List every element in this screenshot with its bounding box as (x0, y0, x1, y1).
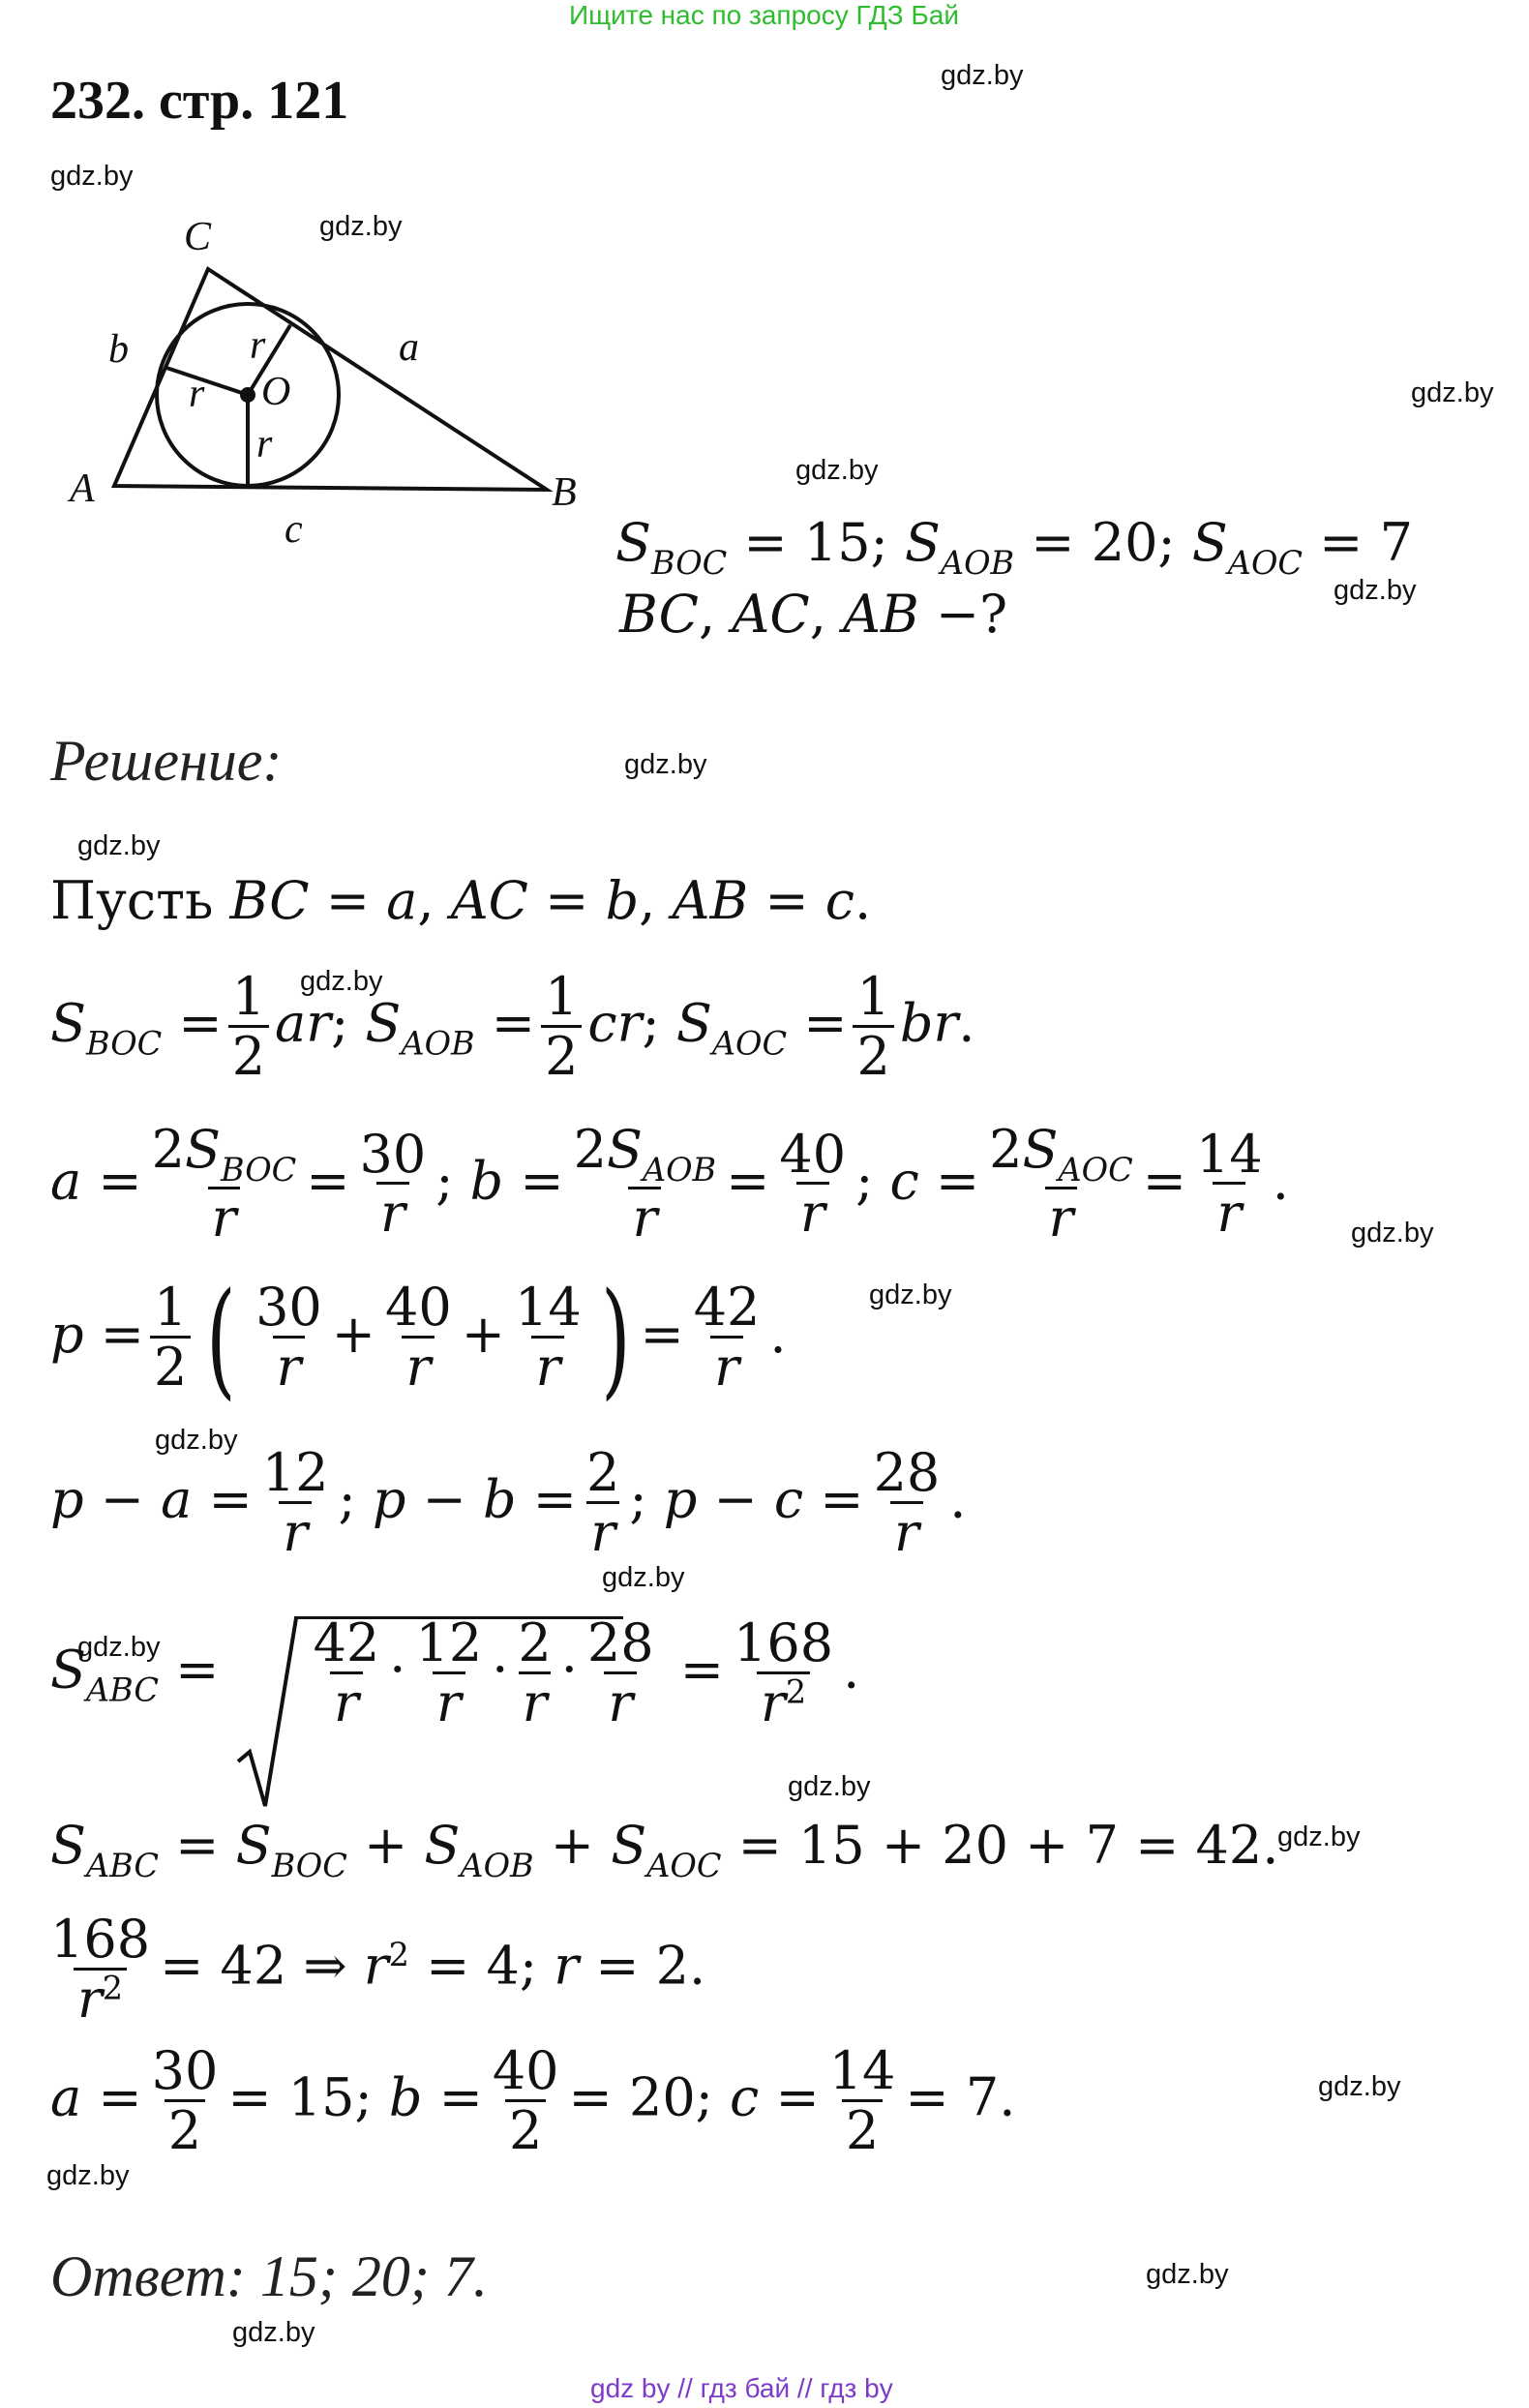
watermark: gdz.by (1146, 2259, 1229, 2290)
step-p-differences: p − a = $\frac{12}{r}$ ; p − b = $\frac{2}{r}$ ; p − c = $\frac{28}{r}$ . (50, 1442, 967, 1563)
radius-label: r (250, 323, 266, 368)
problem-heading: 232. стр. 121 (50, 71, 349, 131)
watermark: gdz.by (319, 211, 403, 242)
watermark: gdz.by (941, 60, 1024, 91)
watermark: gdz.by (232, 2317, 315, 2348)
answer: Ответ: 15; 20; 7. (50, 2244, 488, 2308)
top-banner[interactable]: Ищите нас по запросу ГДЗ Бай (569, 0, 960, 30)
watermark: gdz.by (1277, 1821, 1361, 1852)
watermark: gdz.by (1411, 377, 1494, 408)
side-label-a: a (399, 325, 419, 370)
step-radius: $\frac{168}{r^2}$ = 42 ⇒ $r^2 = 4$; r = 2. (50, 1909, 706, 2030)
watermark: gdz.by (77, 830, 161, 861)
step-area-sum: $S_{ABC} = S_{BOC} + S_{AOB} + S_{AOC} = 15 + 20 + 7 = 42$. (50, 1815, 1279, 1885)
watermark: gdz.by (1334, 575, 1417, 606)
center-point (240, 387, 255, 403)
watermark: gdz.by (300, 966, 383, 997)
step-heron: $S_{ABC}$ = $\frac{42}{r}$ · $\frac{12}{r}$ · $\frac{2}{r}$ · $\frac{28}{r}$ = $\frac{168}{r^2}$ . (50, 1616, 859, 1731)
step-sides: a = $\frac{2S_{BOC}}{r}$ = $\frac{30}{r}$ ; b = $\frac{2S_{AOB}}{r}$ = $\frac{40}{r}$ ; c = $\frac{2S_{AOC}}{r}$ = $\frac{14}{r}$ . (50, 1119, 1289, 1249)
watermark: gdz.by (869, 1279, 952, 1310)
side-label-c: c (285, 507, 303, 552)
radical-sign-icon (236, 1616, 304, 1810)
step-areas: $S_{BOC}$ = $\frac{1}{2}$ ar; $S_{AOB}$ = $\frac{1}{2}$ cr; $S_{AOC}$ = $\frac{1}{2}$ br. (50, 966, 975, 1087)
watermark: gdz.by (602, 1562, 685, 1593)
radius-label: r (189, 372, 205, 416)
step-semiperimeter: p = $\frac{1}{2}$ ( $\frac{30}{r}$ + $\frac{40}{r}$ + $\frac{14}{r}$ ) = $\frac{42}{r}$ . (50, 1265, 787, 1412)
center-label-o: O (261, 370, 291, 414)
watermark: gdz.by (795, 455, 879, 486)
watermark: gdz.by (1351, 1218, 1434, 1249)
watermark: gdz.by (788, 1771, 871, 1802)
radius-line (166, 368, 248, 395)
vertex-label-c: C (184, 215, 212, 259)
square-root: $\frac{42}{r}$ · $\frac{12}{r}$ · $\frac{2}{r}$ · $\frac{28}{r}$ (236, 1616, 664, 1731)
watermark: gdz.by (77, 1632, 161, 1663)
triangle-incircle-diagram (58, 203, 600, 561)
side-label-b: b (108, 327, 129, 372)
given-question: BC, AC, AB −? (619, 584, 1008, 645)
vertex-label-b: B (552, 470, 577, 515)
step-let: Пусть BC = a, AC = b, AB = c. (50, 870, 872, 931)
watermark: gdz.by (155, 1425, 238, 1456)
footer-links[interactable]: gdz by // гдз бай // гдз by (590, 2373, 893, 2403)
watermark: gdz.by (624, 749, 707, 780)
watermark: gdz.by (50, 161, 134, 192)
watermark: gdz.by (46, 2160, 130, 2191)
radius-label: r (256, 422, 273, 467)
watermark: gdz.by (1318, 2071, 1401, 2102)
step-final-sides: a = $\frac{30}{2}$ = 15; b = $\frac{40}{2}$ = 20; c = $\frac{14}{2}$ = 7. (50, 2040, 1016, 2161)
solution-label: Решение: (50, 729, 283, 793)
vertex-label-a: A (70, 467, 95, 511)
given-areas: $S_{BOC} = 15$; $S_{AOB} = 20$; $S_{AOC} = 7$ (615, 512, 1413, 583)
